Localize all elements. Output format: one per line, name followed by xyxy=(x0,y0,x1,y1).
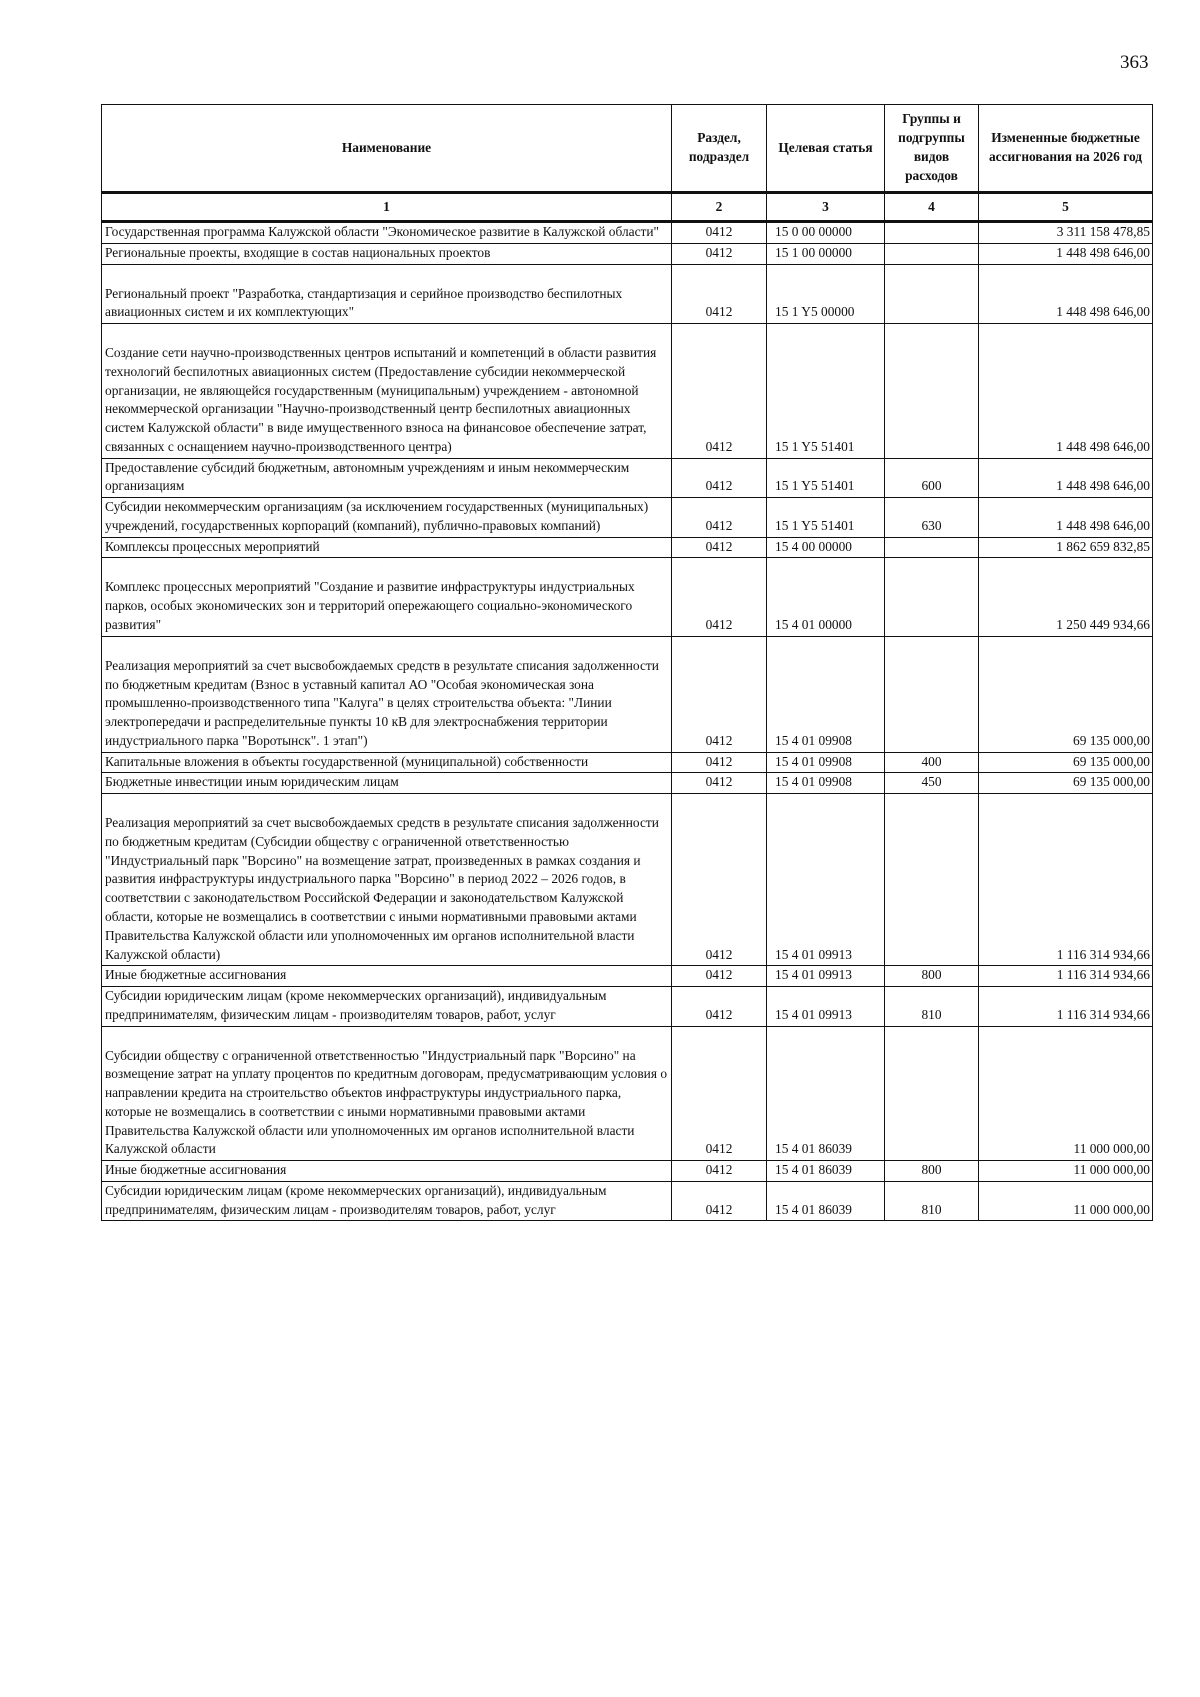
column-number: 4 xyxy=(885,193,979,222)
row-amount: 1 116 314 934,66 xyxy=(979,987,1153,1027)
table-row xyxy=(102,987,1153,1027)
row-name: Комплекс процессных мероприятий "Создание и развитие инфраструктуры индустриальных парков, особых экономических зон и территорий опережающего социально-экономического развития" xyxy=(102,558,672,636)
row-section: 0412 xyxy=(672,264,767,324)
row-section: 0412 xyxy=(672,324,767,459)
row-section: 0412 xyxy=(672,773,767,794)
column-header-name: Наименование xyxy=(102,105,672,193)
row-section: 0412 xyxy=(672,752,767,773)
column-number: 5 xyxy=(979,193,1153,222)
table-row xyxy=(102,1181,1153,1221)
row-amount: 1 448 498 646,00 xyxy=(979,498,1153,538)
row-group xyxy=(885,558,979,636)
row-group: 810 xyxy=(885,987,979,1027)
table-row xyxy=(102,264,1153,324)
row-group: 450 xyxy=(885,773,979,794)
row-amount: 11 000 000,00 xyxy=(979,1181,1153,1221)
row-group xyxy=(885,794,979,966)
row-section: 0412 xyxy=(672,222,767,244)
row-amount: 1 448 498 646,00 xyxy=(979,243,1153,264)
row-name: Предоставление субсидий бюджетным, автономным учреждениям и иным некоммерческим организациям xyxy=(102,458,672,498)
row-amount: 1 448 498 646,00 xyxy=(979,324,1153,459)
row-target: 15 1 Y5 51401 xyxy=(767,498,885,538)
row-amount: 1 116 314 934,66 xyxy=(979,794,1153,966)
row-target: 15 4 01 00000 xyxy=(767,558,885,636)
row-target: 15 4 01 86039 xyxy=(767,1181,885,1221)
row-name: Иные бюджетные ассигнования xyxy=(102,966,672,987)
row-amount: 1 250 449 934,66 xyxy=(979,558,1153,636)
column-header-amount: Измененные бюджетные ассигнования на 2026 год xyxy=(979,105,1153,193)
row-section: 0412 xyxy=(672,1026,767,1161)
table-row xyxy=(102,1161,1153,1182)
row-name: Создание сети научно-производственных центров испытаний и компетенций в области развития технологий беспилотных авиационных систем (Предоставление субсидии некоммерческой организации, не являющейся государственным (муниципальным) учреждением - автономной некоммерческой организации "Научно-производственный центр беспилотных авиационных систем Калужской области" в виде имущественного взноса на финансовое обеспечение затрат, связанных с оснащением научно-производственного центра) xyxy=(102,324,672,459)
row-group: 800 xyxy=(885,1161,979,1182)
row-section: 0412 xyxy=(672,537,767,558)
row-name: Бюджетные инвестиции иным юридическим лицам xyxy=(102,773,672,794)
row-group: 800 xyxy=(885,966,979,987)
row-name: Региональный проект "Разработка, стандартизация и серийное производство беспилотных авиационных систем и их комплектующих" xyxy=(102,264,672,324)
row-group: 630 xyxy=(885,498,979,538)
row-section: 0412 xyxy=(672,498,767,538)
row-target: 15 1 Y5 51401 xyxy=(767,324,885,459)
row-section: 0412 xyxy=(672,794,767,966)
row-target: 15 4 01 09913 xyxy=(767,966,885,987)
row-name: Субсидии некоммерческим организациям (за исключением государственных (муниципальных) учреждений, государственных корпораций (компаний), публично-правовых компаний) xyxy=(102,498,672,538)
page-number: 363 xyxy=(1120,52,1149,73)
budget-table xyxy=(101,104,1153,1221)
row-section: 0412 xyxy=(672,458,767,498)
table-row xyxy=(102,537,1153,558)
table-row xyxy=(102,966,1153,987)
row-group: 600 xyxy=(885,458,979,498)
table-row xyxy=(102,558,1153,636)
row-target: 15 1 Y5 51401 xyxy=(767,458,885,498)
row-target: 15 4 01 09913 xyxy=(767,794,885,966)
row-amount: 69 135 000,00 xyxy=(979,636,1153,752)
row-target: 15 4 01 09908 xyxy=(767,752,885,773)
row-section: 0412 xyxy=(672,987,767,1027)
header-row xyxy=(102,105,1153,193)
row-amount: 3 311 158 478,85 xyxy=(979,222,1153,244)
row-target: 15 4 01 09908 xyxy=(767,773,885,794)
row-group xyxy=(885,537,979,558)
row-target: 15 4 01 09913 xyxy=(767,987,885,1027)
row-section: 0412 xyxy=(672,1181,767,1221)
row-group xyxy=(885,264,979,324)
table-row xyxy=(102,1026,1153,1161)
table-row xyxy=(102,458,1153,498)
row-name: Субсидии юридическим лицам (кроме некоммерческих организаций), индивидуальным предпринимателям, физическим лицам - производителям товаров, работ, услуг xyxy=(102,987,672,1027)
table-row xyxy=(102,636,1153,752)
row-target: 15 0 00 00000 xyxy=(767,222,885,244)
row-target: 15 1 Y5 00000 xyxy=(767,264,885,324)
row-amount: 11 000 000,00 xyxy=(979,1026,1153,1161)
row-amount: 69 135 000,00 xyxy=(979,752,1153,773)
row-group xyxy=(885,636,979,752)
table-row xyxy=(102,498,1153,538)
row-section: 0412 xyxy=(672,636,767,752)
row-amount: 1 116 314 934,66 xyxy=(979,966,1153,987)
column-header-target: Целевая статья xyxy=(767,105,885,193)
row-name: Государственная программа Калужской области "Экономическое развитие в Калужской области" xyxy=(102,222,672,244)
row-name: Реализация мероприятий за счет высвобождаемых средств в результате списания задолженности по бюджетным кредитам (Субсидии обществу с ограниченной ответственностью "Индустриальный парк "Ворсино" на возмещение затрат, произведенных в рамках создания и развития инфраструктуры индустриального парка "Ворсино" в период 2022 – 2026 годов, в соответствии с законодательством Российской Федерации и законодательством Калужской области, которые не возмещались в соответствии с иными нормативными правовыми актами Правительства Калужской области или уполномоченных им органов исполнительной власти Калужской области) xyxy=(102,794,672,966)
row-target: 15 4 01 86039 xyxy=(767,1026,885,1161)
column-header-section: Раздел, подраздел xyxy=(672,105,767,193)
row-section: 0412 xyxy=(672,243,767,264)
row-amount: 11 000 000,00 xyxy=(979,1161,1153,1182)
row-name: Субсидии юридическим лицам (кроме некоммерческих организаций), индивидуальным предпринимателям, физическим лицам - производителям товаров, работ, услуг xyxy=(102,1181,672,1221)
table-row xyxy=(102,773,1153,794)
table-row xyxy=(102,324,1153,459)
table-row xyxy=(102,752,1153,773)
row-target: 15 4 01 86039 xyxy=(767,1161,885,1182)
row-name: Капитальные вложения в объекты государственной (муниципальной) собственности xyxy=(102,752,672,773)
row-amount: 1 448 498 646,00 xyxy=(979,458,1153,498)
row-section: 0412 xyxy=(672,558,767,636)
column-number: 3 xyxy=(767,193,885,222)
row-name: Реализация мероприятий за счет высвобождаемых средств в результате списания задолженности по бюджетным кредитам (Взнос в уставный капитал АО "Особая экономическая зона промышленно-производственного типа "Калуга" в целях строительства объекта: "Линии электропередачи и распределительные пункты 10 кВ для электроснабжения территории индустриального парка "Воротынск". 1 этап") xyxy=(102,636,672,752)
row-section: 0412 xyxy=(672,1161,767,1182)
row-name: Региональные проекты, входящие в состав национальных проектов xyxy=(102,243,672,264)
row-target: 15 4 01 09908 xyxy=(767,636,885,752)
row-target: 15 4 00 00000 xyxy=(767,537,885,558)
row-group xyxy=(885,1026,979,1161)
table-row xyxy=(102,794,1153,966)
column-number: 2 xyxy=(672,193,767,222)
row-group: 810 xyxy=(885,1181,979,1221)
row-name: Субсидии обществу с ограниченной ответственностью "Индустриальный парк "Ворсино" на возмещение затрат на уплату процентов по кредитным договорам, предусматривающим условия о направлении кредита на строительство объектов инфраструктуры индустриального парка, которые не возмещались в соответствии с иными нормативными правовыми актами Правительства Калужской области или уполномоченных им органов исполнительной власти Калужской области xyxy=(102,1026,672,1161)
column-number-row xyxy=(102,193,1153,222)
row-amount: 69 135 000,00 xyxy=(979,773,1153,794)
row-name: Иные бюджетные ассигнования xyxy=(102,1161,672,1182)
row-name: Комплексы процессных мероприятий xyxy=(102,537,672,558)
row-amount: 1 862 659 832,85 xyxy=(979,537,1153,558)
row-amount: 1 448 498 646,00 xyxy=(979,264,1153,324)
row-group xyxy=(885,222,979,244)
table-row xyxy=(102,243,1153,264)
row-target: 15 1 00 00000 xyxy=(767,243,885,264)
row-group xyxy=(885,324,979,459)
row-group xyxy=(885,243,979,264)
column-header-group: Группы и подгруппы видов расходов xyxy=(885,105,979,193)
row-section: 0412 xyxy=(672,966,767,987)
table-row xyxy=(102,222,1153,244)
column-number: 1 xyxy=(102,193,672,222)
row-group: 400 xyxy=(885,752,979,773)
